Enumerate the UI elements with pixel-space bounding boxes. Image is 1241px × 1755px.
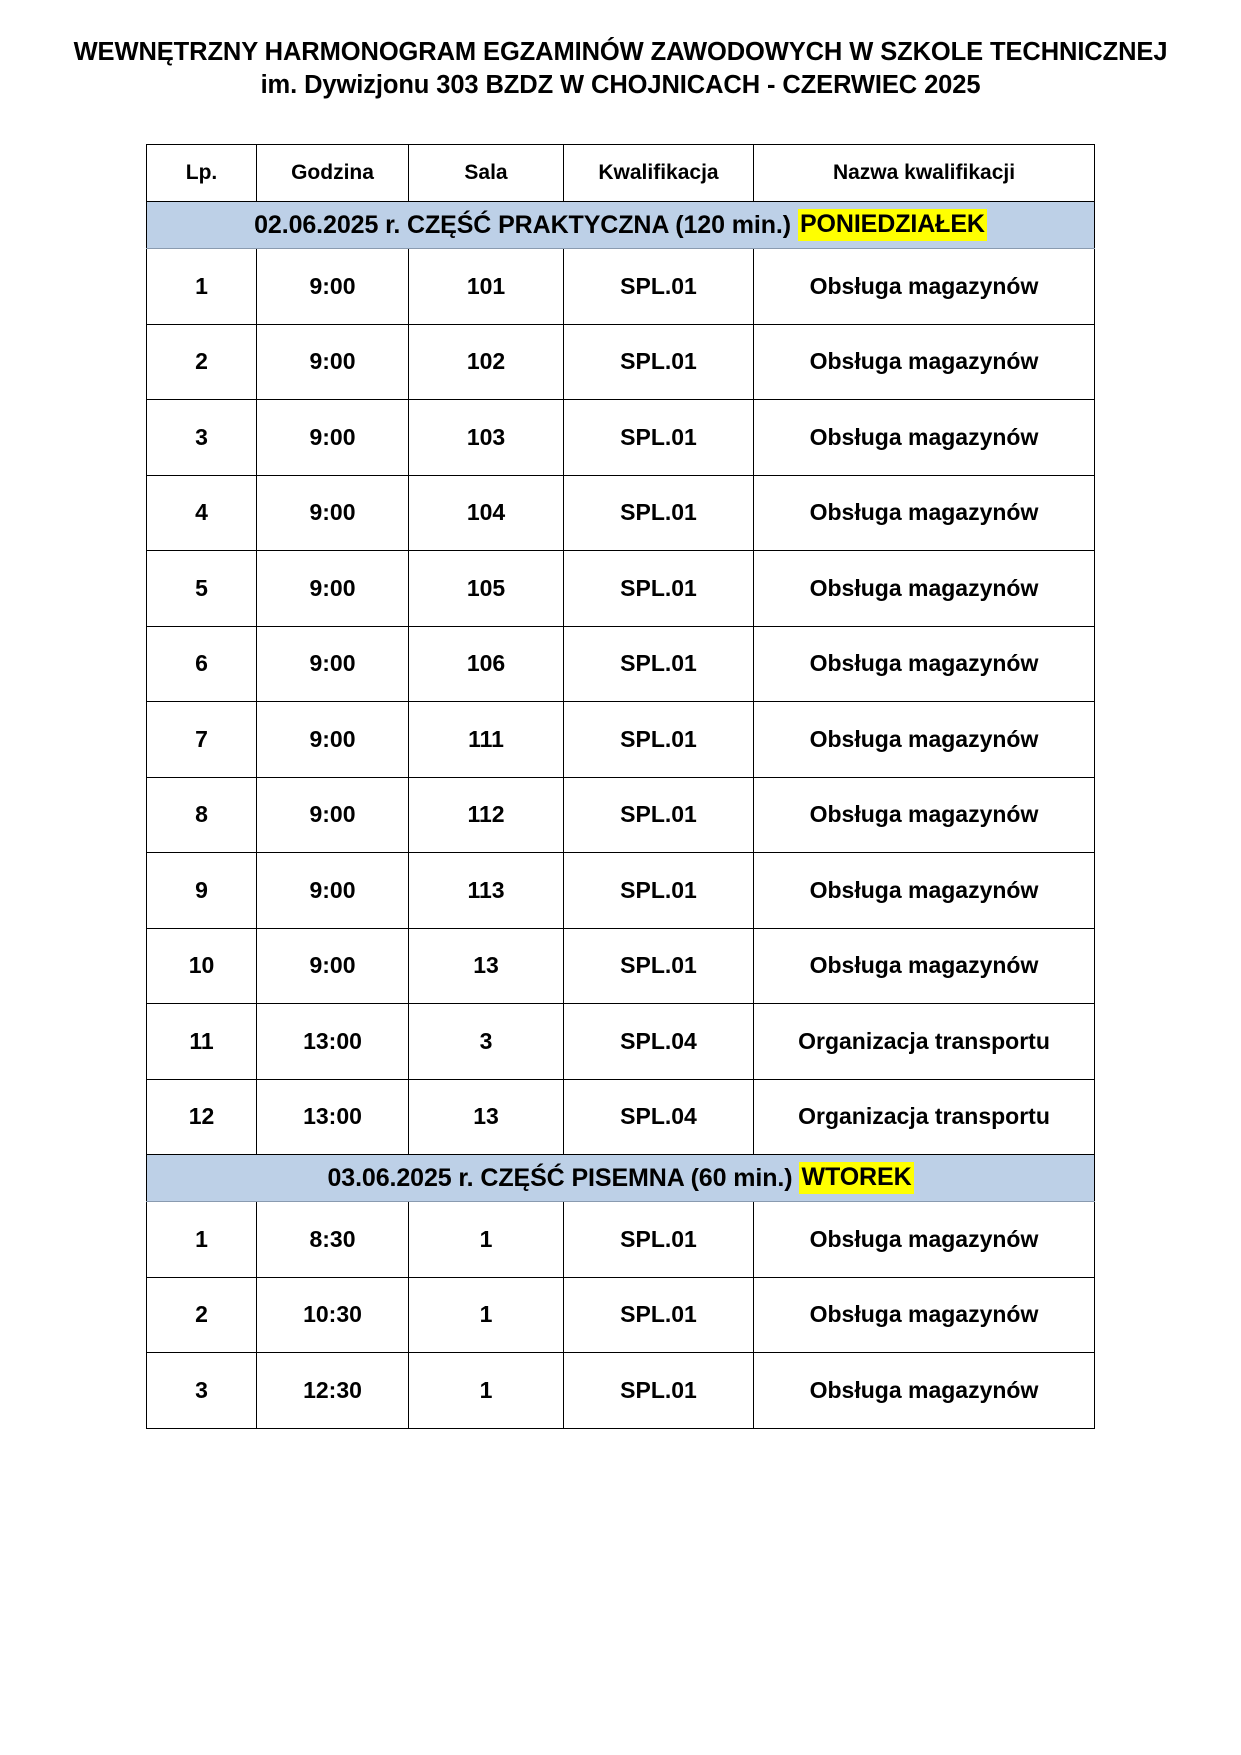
cell-kwalifikacja: SPL.01 — [564, 249, 754, 325]
cell-sala: 1 — [409, 1277, 564, 1353]
cell-sala: 1 — [409, 1202, 564, 1278]
table-row — [147, 853, 1095, 929]
table-row — [147, 1353, 1095, 1429]
cell-godzina: 9:00 — [257, 551, 409, 627]
cell-nazwa: Obsługa magazynów — [754, 702, 1095, 778]
cell-godzina: 9:00 — [257, 400, 409, 476]
cell-lp: 4 — [147, 475, 257, 551]
cell-sala: 106 — [409, 626, 564, 702]
cell-kwalifikacja: SPL.01 — [564, 1353, 754, 1429]
cell-lp: 1 — [147, 249, 257, 325]
cell-lp: 11 — [147, 1004, 257, 1080]
cell-godzina: 9:00 — [257, 928, 409, 1004]
cell-kwalifikacja: SPL.01 — [564, 400, 754, 476]
column-header-nazwa: Nazwa kwalifikacji — [754, 145, 1095, 202]
cell-kwalifikacja: SPL.01 — [564, 1277, 754, 1353]
table-row — [147, 324, 1095, 400]
cell-kwalifikacja: SPL.01 — [564, 475, 754, 551]
cell-kwalifikacja: SPL.01 — [564, 626, 754, 702]
cell-sala: 13 — [409, 1079, 564, 1155]
cell-godzina: 13:00 — [257, 1004, 409, 1080]
cell-lp: 9 — [147, 853, 257, 929]
table-row — [147, 626, 1095, 702]
table-header — [147, 145, 1095, 202]
cell-nazwa: Obsługa magazynów — [754, 324, 1095, 400]
cell-nazwa: Obsługa magazynów — [754, 551, 1095, 627]
section-date-text: 02.06.2025 r. CZĘŚĆ PRAKTYCZNA (120 min.) — [254, 210, 791, 239]
table-header-row — [147, 145, 1095, 202]
cell-nazwa: Obsługa magazynów — [754, 626, 1095, 702]
cell-godzina: 13:00 — [257, 1079, 409, 1155]
section-day-highlight: PONIEDZIAŁEK — [798, 209, 987, 241]
column-header-godzina: Godzina — [257, 145, 409, 202]
table-row — [147, 1079, 1095, 1155]
column-header-kwalifikacja: Kwalifikacja — [564, 145, 754, 202]
cell-nazwa: Obsługa magazynów — [754, 1353, 1095, 1429]
cell-sala: 101 — [409, 249, 564, 325]
column-header-lp: Lp. — [147, 145, 257, 202]
cell-sala: 3 — [409, 1004, 564, 1080]
section-header-row — [147, 202, 1095, 249]
cell-lp: 7 — [147, 702, 257, 778]
table-row — [147, 475, 1095, 551]
cell-lp: 8 — [147, 777, 257, 853]
table-row — [147, 1004, 1095, 1080]
cell-godzina: 12:30 — [257, 1353, 409, 1429]
cell-lp: 10 — [147, 928, 257, 1004]
cell-godzina: 8:30 — [257, 1202, 409, 1278]
cell-nazwa: Obsługa magazynów — [754, 928, 1095, 1004]
cell-kwalifikacja: SPL.01 — [564, 853, 754, 929]
cell-godzina: 9:00 — [257, 475, 409, 551]
table-row — [147, 1202, 1095, 1278]
section-date-text: 03.06.2025 r. CZĘŚĆ PISEMNA (60 min.) — [327, 1163, 793, 1192]
section-header-content — [147, 202, 1094, 248]
cell-sala: 104 — [409, 475, 564, 551]
cell-lp: 5 — [147, 551, 257, 627]
exam-schedule-table — [146, 144, 1095, 1429]
cell-kwalifikacja: SPL.01 — [564, 702, 754, 778]
cell-nazwa: Organizacja transportu — [754, 1004, 1095, 1080]
table-row — [147, 702, 1095, 778]
cell-lp: 6 — [147, 626, 257, 702]
section-header-row — [147, 1155, 1095, 1202]
cell-sala: 102 — [409, 324, 564, 400]
document-title — [0, 0, 1241, 102]
cell-godzina: 9:00 — [257, 702, 409, 778]
cell-lp: 1 — [147, 1202, 257, 1278]
cell-kwalifikacja: SPL.04 — [564, 1079, 754, 1155]
cell-kwalifikacja: SPL.01 — [564, 777, 754, 853]
cell-sala: 1 — [409, 1353, 564, 1429]
cell-sala: 103 — [409, 400, 564, 476]
cell-kwalifikacja: SPL.01 — [564, 324, 754, 400]
table-row — [147, 928, 1095, 1004]
table-row — [147, 1277, 1095, 1353]
section-day-highlight: WTOREK — [799, 1162, 913, 1194]
cell-sala: 112 — [409, 777, 564, 853]
table-row — [147, 551, 1095, 627]
cell-nazwa: Obsługa magazynów — [754, 475, 1095, 551]
cell-godzina: 9:00 — [257, 777, 409, 853]
title-line-2: im. Dywizjonu 303 BZDZ W CHOJNICACH - CZERWIEC 2025 — [260, 71, 981, 99]
cell-nazwa: Obsługa magazynów — [754, 1202, 1095, 1278]
cell-godzina: 10:30 — [257, 1277, 409, 1353]
cell-sala: 111 — [409, 702, 564, 778]
cell-sala: 113 — [409, 853, 564, 929]
table-row — [147, 249, 1095, 325]
cell-lp: 2 — [147, 324, 257, 400]
cell-godzina: 9:00 — [257, 249, 409, 325]
cell-nazwa: Obsługa magazynów — [754, 249, 1095, 325]
section-written — [147, 1155, 1095, 1202]
cell-sala: 13 — [409, 928, 564, 1004]
cell-kwalifikacja: SPL.01 — [564, 551, 754, 627]
cell-nazwa: Organizacja transportu — [754, 1079, 1095, 1155]
cell-godzina: 9:00 — [257, 626, 409, 702]
title-line-1: WEWNĘTRZNY HARMONOGRAM EGZAMINÓW ZAWODOWYCH W SZKOLE TECHNICZNEJ — [73, 38, 1168, 66]
table-row — [147, 400, 1095, 476]
cell-lp: 2 — [147, 1277, 257, 1353]
column-header-sala: Sala — [409, 145, 564, 202]
section-practical — [147, 202, 1095, 249]
cell-godzina: 9:00 — [257, 324, 409, 400]
cell-kwalifikacja: SPL.01 — [564, 928, 754, 1004]
cell-nazwa: Obsługa magazynów — [754, 853, 1095, 929]
table-row — [147, 777, 1095, 853]
schedule-table-container — [0, 144, 1241, 1429]
cell-godzina: 9:00 — [257, 853, 409, 929]
cell-sala: 105 — [409, 551, 564, 627]
table-body — [147, 202, 1095, 1429]
cell-nazwa: Obsługa magazynów — [754, 400, 1095, 476]
cell-kwalifikacja: SPL.01 — [564, 1202, 754, 1278]
cell-lp: 3 — [147, 1353, 257, 1429]
cell-lp: 12 — [147, 1079, 257, 1155]
cell-kwalifikacja: SPL.04 — [564, 1004, 754, 1080]
cell-nazwa: Obsługa magazynów — [754, 777, 1095, 853]
section-header-content — [147, 1155, 1094, 1201]
cell-lp: 3 — [147, 400, 257, 476]
cell-nazwa: Obsługa magazynów — [754, 1277, 1095, 1353]
